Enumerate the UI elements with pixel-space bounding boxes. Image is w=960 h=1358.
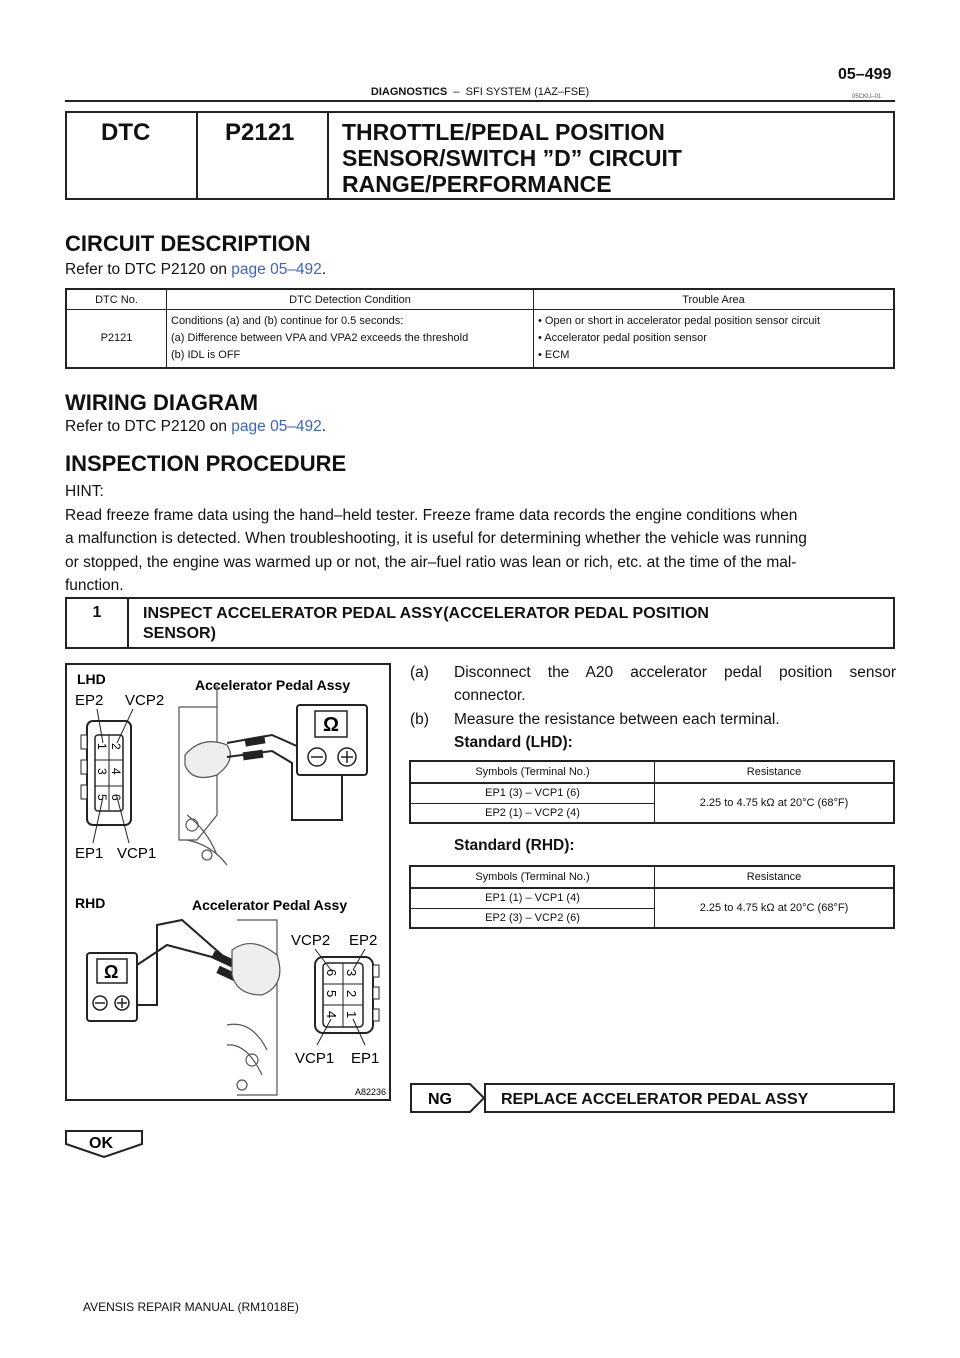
cell-terminals: EP2 (3) – VCP2 (6)	[410, 908, 655, 928]
ng-action-box: REPLACE ACCELERATOR PEDAL ASSY	[484, 1083, 895, 1113]
hint-block	[65, 480, 897, 598]
dtc-condition-table	[65, 288, 895, 369]
wiring-diagram-heading: WIRING DIAGRAM	[65, 390, 259, 415]
rhd-pin: 5	[324, 990, 339, 998]
illustration	[65, 663, 391, 1101]
step-number: 1	[67, 599, 129, 647]
rhd-pin: 2	[344, 990, 359, 998]
circuit-refer-link[interactable]: page 05–492	[231, 261, 322, 278]
rhd-ep1-label: EP1	[351, 1050, 380, 1067]
resistance-table-rhd	[409, 865, 895, 929]
col-detection-condition: DTC Detection Condition	[167, 289, 534, 310]
lhd-pin: 3	[95, 768, 109, 775]
trouble-line: • Accelerator pedal position sensor	[538, 331, 707, 344]
trouble-line: • Open or short in accelerator pedal position sensor circuit	[538, 314, 821, 327]
condition-line: (a) Difference between VPA and VPA2 exceeds the threshold	[171, 331, 469, 344]
lhd-assy-label: Accelerator Pedal Assy	[195, 677, 351, 693]
step-a-line2: connector.	[454, 687, 526, 704]
inspection-heading: INSPECTION PROCEDURE	[65, 451, 347, 476]
wiring-refer-prefix: Refer to DTC P2120 on	[65, 418, 232, 435]
lhd-pin: 5	[95, 794, 109, 801]
circuit-refer-prefix: Refer to DTC P2120 on	[65, 261, 232, 278]
resistance-table-lhd	[409, 760, 895, 824]
running-header	[0, 86, 960, 98]
rhd-ohm-symbol: Ω	[104, 962, 119, 982]
rhd-assy-label: Accelerator Pedal Assy	[192, 897, 348, 913]
rhd-ohmmeter	[87, 953, 137, 1021]
lhd-pin: 2	[109, 743, 123, 750]
step-b-label: (b)	[410, 711, 429, 728]
dtc-label-cell	[67, 113, 198, 198]
rhd-connector	[315, 949, 379, 1045]
lhd-vcp1-label: VCP1	[117, 845, 157, 862]
circuit-refer-end: .	[321, 261, 327, 278]
cell-resistance: 2.25 to 4.75 kΩ at 20°C (68°F)	[655, 783, 895, 823]
rhd-pin: 1	[344, 1011, 359, 1019]
rhd-vcp2-label: VCP2	[291, 932, 331, 949]
ok-arrow	[65, 1130, 143, 1158]
lhd-ep2-label: EP2	[75, 692, 104, 709]
col-symbols: Symbols (Terminal No.)	[410, 761, 655, 783]
lhd-vcp2-label: VCP2	[125, 692, 165, 709]
ok-label: OK	[89, 1135, 113, 1152]
col-symbols: Symbols (Terminal No.)	[410, 866, 655, 888]
step-a-line1: Disconnect the A20 accelerator pedal position sensor	[454, 664, 896, 681]
wiring-refer-end: .	[321, 418, 327, 435]
col-dtc-no: DTC No.	[66, 289, 167, 310]
rhd-pin: 6	[324, 969, 339, 977]
lhd-pedal-sketch	[179, 685, 230, 865]
lhd-connector	[81, 709, 133, 843]
cell-terminals: EP2 (1) – VCP2 (4)	[410, 803, 655, 823]
step-title: INSPECT ACCELERATOR PEDAL ASSY(ACCELERATOR PEDAL POSITION SENSOR)	[143, 605, 709, 642]
step-box	[65, 597, 895, 649]
cell-terminals: EP1 (1) – VCP1 (4)	[410, 888, 655, 908]
cell-terminals: EP1 (3) – VCP1 (6)	[410, 783, 655, 803]
step-a-label: (a)	[410, 664, 429, 681]
pedal-diagram	[67, 665, 389, 1099]
col-trouble-area: Trouble Area	[534, 289, 895, 310]
lhd-ohmmeter	[297, 705, 367, 775]
page-number: 05–499	[838, 66, 892, 83]
condition-line: Conditions (a) and (b) continue for 0.5 seconds:	[171, 314, 404, 327]
doc-code: 05CKU–01	[852, 94, 882, 100]
step-b-text: Measure the resistance between each terminal.	[454, 711, 780, 728]
lhd-pin: 1	[95, 743, 109, 750]
lhd-pin: 6	[109, 794, 123, 801]
condition-line: (b) IDL is OFF	[171, 348, 241, 361]
cell-dtc-no: P2121	[66, 310, 167, 368]
header-separator: –	[453, 86, 460, 98]
rhd-label: RHD	[75, 895, 106, 911]
wiring-refer-text	[65, 418, 326, 436]
rhd-pin: 3	[344, 969, 359, 977]
standard-lhd-label: Standard (LHD):	[454, 734, 573, 751]
standard-rhd-label: Standard (RHD):	[454, 837, 575, 854]
ng-label: NG	[428, 1091, 452, 1108]
dtc-label: DTC	[101, 119, 151, 146]
rhd-test-leads	[137, 920, 247, 1005]
dtc-title: THROTTLE/PEDAL POSITION SENSOR/SWITCH ”D” CIRCUIT RANGE/PERFORMANCE	[342, 119, 682, 197]
rhd-ep2-label: EP2	[349, 932, 378, 949]
header-rule	[65, 100, 895, 102]
col-resistance: Resistance	[655, 866, 895, 888]
dtc-code: P2121	[225, 119, 295, 146]
lhd-pin: 4	[109, 768, 123, 775]
hint-line: or stopped, the engine was warmed up or not, the air–fuel ratio was lean or rich, etc. at the time of the mal-	[65, 553, 797, 571]
hint-line: a malfunction is detected. When troubleshooting, it is useful for determining whether the vehicle was running	[65, 530, 807, 547]
rhd-pedal-sketch	[227, 920, 280, 1095]
cell-detection-condition	[167, 310, 534, 368]
header-section: DIAGNOSTICS	[370, 86, 448, 98]
lhd-label: LHD	[77, 671, 106, 687]
rhd-vcp1-label: VCP1	[295, 1050, 335, 1067]
footer: AVENSIS REPAIR MANUAL (RM1018E)	[83, 1300, 299, 1314]
circuit-description-heading: CIRCUIT DESCRIPTION	[65, 231, 311, 256]
lhd-ohm-symbol: Ω	[323, 714, 340, 736]
cell-resistance: 2.25 to 4.75 kΩ at 20°C (68°F)	[655, 888, 895, 928]
hint-label: HINT:	[65, 483, 104, 500]
dtc-code-cell	[196, 113, 329, 198]
hint-line: Read freeze frame data using the hand–held tester. Freeze frame data records the engine conditions when	[65, 506, 798, 524]
ng-arrow	[410, 1083, 486, 1113]
header-subsection: SFI SYSTEM (1AZ–FSE)	[465, 86, 590, 98]
lhd-ep1-label: EP1	[75, 845, 104, 862]
col-resistance: Resistance	[655, 761, 895, 783]
wiring-refer-link[interactable]: page 05–492	[231, 418, 322, 435]
figure-code: A82236	[355, 1087, 387, 1097]
rhd-pin: 4	[324, 1011, 339, 1019]
dtc-title-box	[65, 111, 895, 200]
circuit-refer-text	[65, 261, 326, 279]
hint-line: function.	[65, 577, 124, 594]
cell-trouble-area	[534, 310, 895, 368]
trouble-line: • ECM	[538, 348, 570, 361]
